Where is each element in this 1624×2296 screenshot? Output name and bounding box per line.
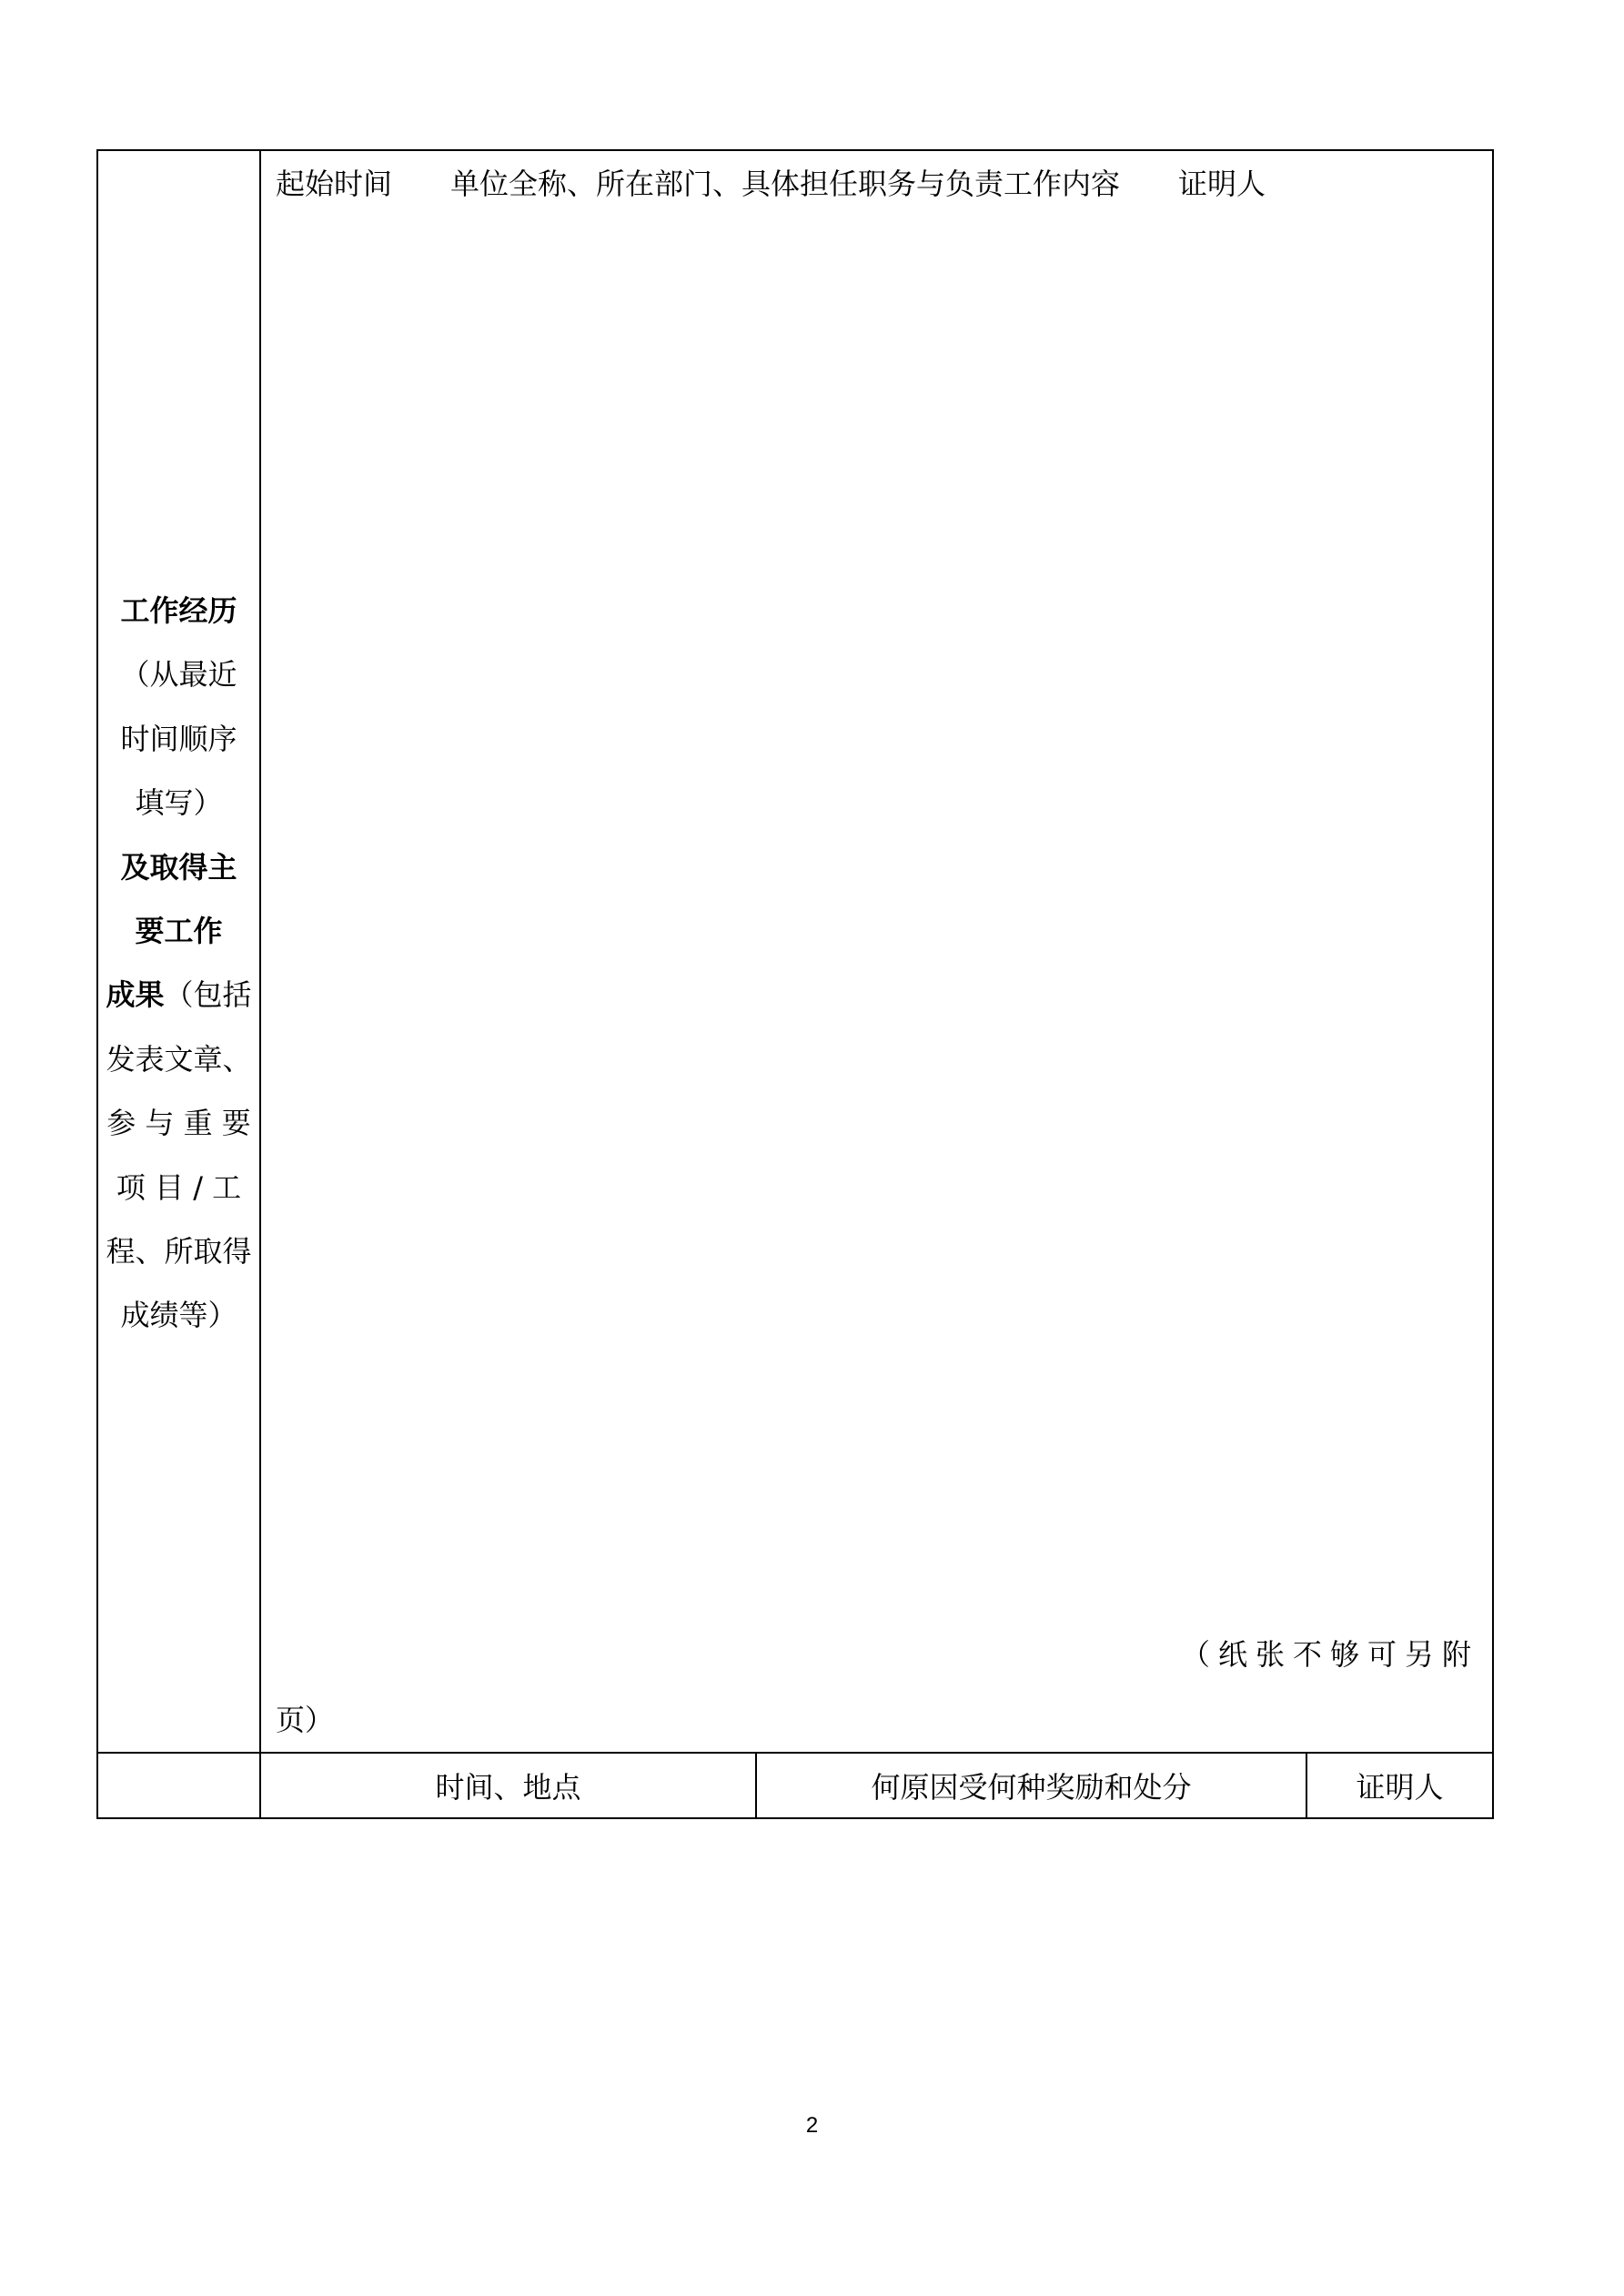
work-history-label-cell [98,151,261,1752]
label-text: 成绩等） [120,1298,237,1333]
label-text: 发表文章、 [106,1041,252,1077]
work-history-table [96,149,1494,1754]
label-line [135,771,222,834]
work-history-label [98,579,259,1348]
label-line [106,1219,251,1283]
reason-heading: 何原因受何种奖励和处分 [757,1754,1307,1817]
time-place-heading: 时间、地点 [261,1754,757,1817]
label-text: 要工作 [135,914,223,949]
label-line [120,835,237,899]
page-number: 2 [805,2113,819,2138]
label-line [106,1091,251,1155]
label-text: 及取得主 [120,849,237,885]
work-history-content-cell [261,151,1492,1752]
witness-heading: 证明人 [1178,167,1266,201]
label-text: 时间顺序 [120,721,237,756]
attach-pages-note: （纸张不够可另附 [1180,1637,1479,1672]
start-time-heading: 起始时间 [276,167,393,201]
label-text: 工作经历 [120,593,237,628]
label-line [106,1027,251,1091]
label-text-bold: 成果 [106,977,165,1013]
label-line [120,642,237,706]
label-line [120,579,237,642]
label-line [135,899,222,963]
awards-label-cell [98,1754,261,1817]
label-text: （包括 [164,977,252,1013]
label-line [116,1156,241,1219]
work-history-column-headings [276,164,1266,204]
attach-pages-note-continued: 页） [276,1703,335,1737]
label-line [120,1283,237,1347]
label-text: 程、所取得 [106,1234,252,1269]
label-text: （从最近 [120,657,237,693]
label-line [106,963,251,1027]
label-text: 填写） [135,785,223,821]
label-text: 参 与 重 要 [106,1106,251,1141]
label-line [120,707,237,771]
unit-details-heading: 单位全称、所在部门、具体担任职务与负责工作内容 [450,167,1121,201]
awards-witness-heading: 证明人 [1356,1770,1444,1805]
label-text: 项 目 / 工 [116,1169,242,1205]
awards-header-row [96,1754,1494,1819]
work-history-entry-area[interactable] [276,215,1478,1643]
